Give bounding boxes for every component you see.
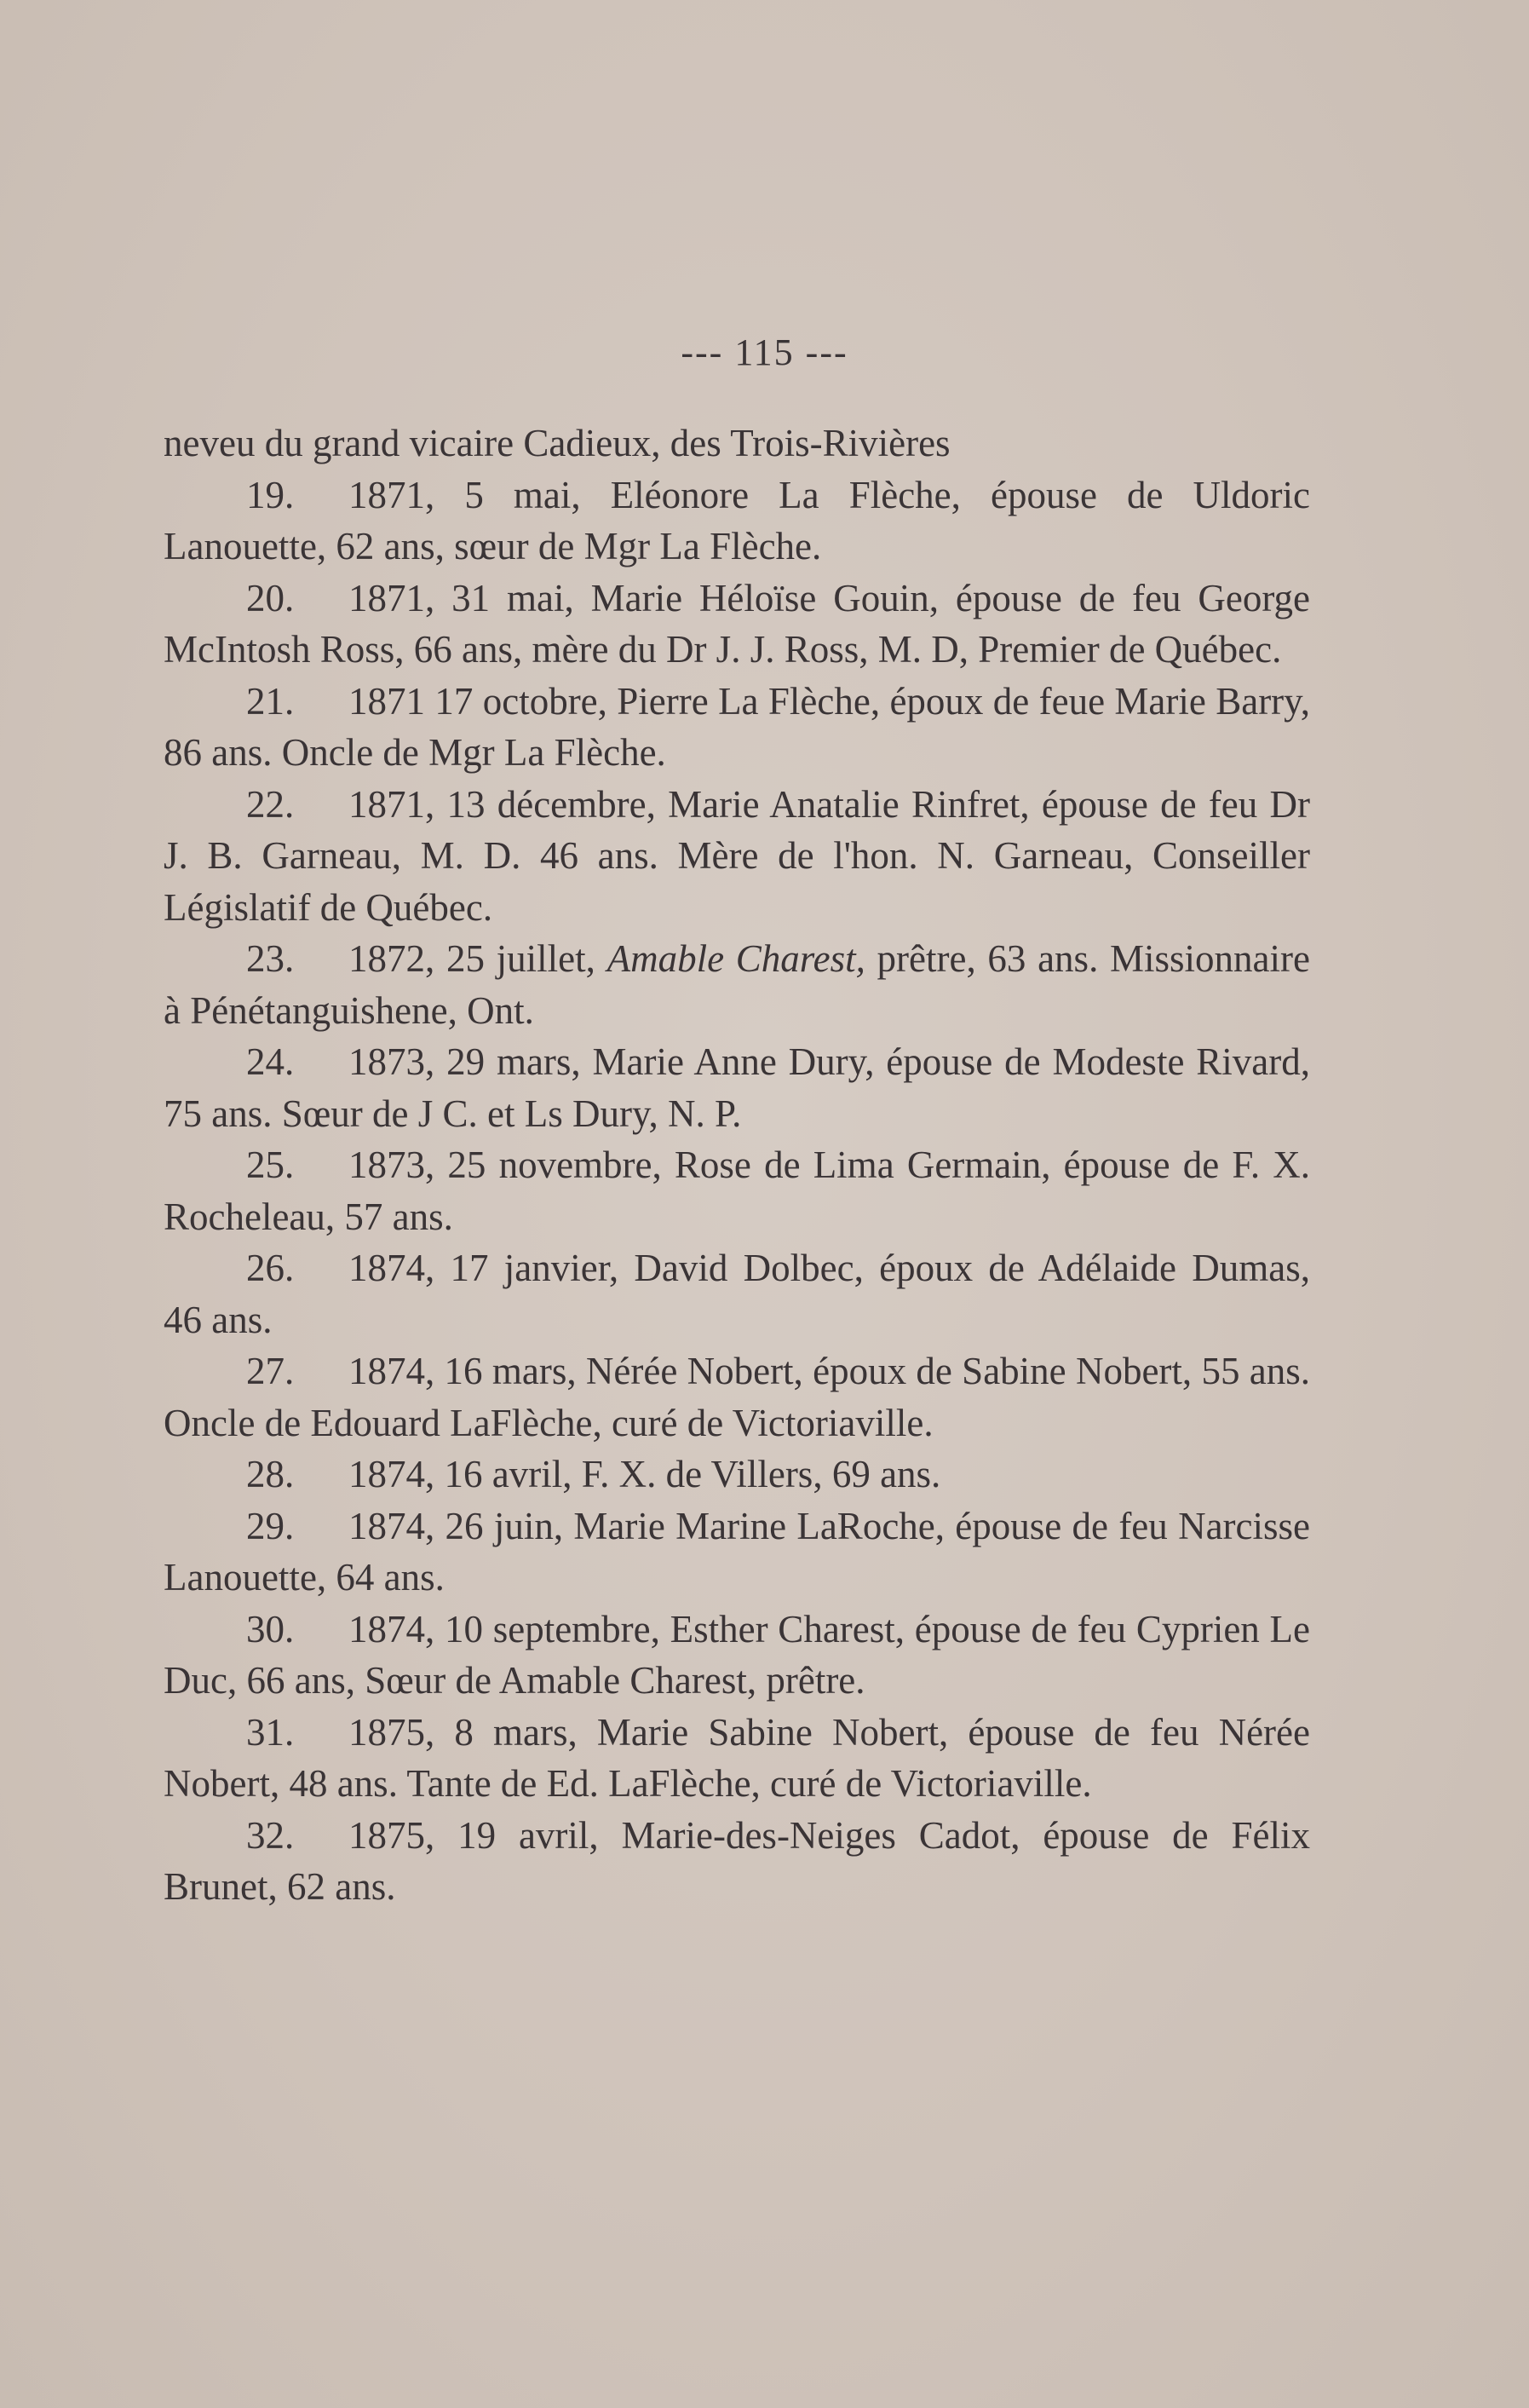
entry-text: 1874, 16 avril, F. X. de Villers, 69 ans.	[348, 1453, 941, 1495]
entry-text: 1875, 8 mars, Marie Sabine Nobert, épouse de feu Nérée Nobert, 48 ans. Tante de Ed. LaFlèche, curé de Victoriaville.	[164, 1710, 1310, 1805]
entry-number: 29.	[246, 1504, 295, 1547]
entry-text: 1871, 13 décembre, Marie Anatalie Rinfret, épouse de feu Dr J. B. Garneau, M. D. 46 ans. Mère de l'hon. N. Garneau, Conseiller Législatif de Québec.	[164, 782, 1310, 929]
text-block	[164, 418, 1310, 1913]
entry-number: 27.	[246, 1350, 295, 1392]
entry-text: 1875, 19 avril, Marie-des-Neiges Cadot, épouse de Félix Brunet, 62 ans.	[164, 1813, 1310, 1908]
entry-number: 19.	[246, 473, 295, 516]
entry-number: 32.	[246, 1813, 295, 1857]
intro-paragraph: neveu du grand vicaire Cadieux, des Trois-Rivières	[164, 422, 951, 464]
entry-text: 1873, 25 novembre, Rose de Lima Germain, épouse de F. X. Rocheleau, 57 ans.	[164, 1144, 1310, 1238]
entry-text: 1874, 17 janvier, David Dolbec, époux de Adélaide Dumas, 46 ans.	[164, 1247, 1310, 1341]
entry-24	[164, 1036, 1310, 1139]
entry-text: 1871 17 octobre, Pierre La Flèche, époux de feue Marie Barry, 86 ans. Oncle de Mgr La Flèche.	[164, 679, 1310, 774]
page-number: --- 115 ---	[681, 331, 848, 373]
entry-number: 30.	[246, 1607, 295, 1650]
entry-number: 28.	[246, 1453, 295, 1495]
entry-19	[164, 470, 1310, 573]
entry-26	[164, 1242, 1310, 1345]
entry-number: 31.	[246, 1710, 295, 1754]
entry-28	[164, 1449, 1310, 1501]
entry-25	[164, 1139, 1310, 1242]
entry-text: 1873, 29 mars, Marie Anne Dury, épouse de Modeste Rivard, 75 ans. Sœur de J C. et Ls Dury, N. P.	[164, 1040, 1310, 1135]
entry-23	[164, 933, 1310, 1036]
entry-number: 21.	[246, 679, 295, 723]
entry-number: 20.	[246, 576, 295, 619]
entry-27	[164, 1345, 1310, 1449]
entry-29	[164, 1501, 1310, 1604]
entry-text: 1871, 5 mai, Eléonore La Flèche, épouse de Uldoric Lanouette, 62 ans, sœur de Mgr La Flèche.	[164, 473, 1310, 567]
entry-number: 24.	[246, 1040, 295, 1083]
entry-name-italic: Amable Charest,	[606, 937, 865, 980]
entry-31	[164, 1707, 1310, 1810]
entry-text: 1871, 31 mai, Marie Héloïse Gouin, épouse de feu George McIntosh Ross, 66 ans, mère du Dr J. J. Ross, M. D, Premier de Québec.	[164, 576, 1310, 671]
entry-text-post: prêtre, 63 ans. Missionnaire à Pénétanguishene, Ont.	[164, 937, 1310, 1032]
entry-30	[164, 1604, 1310, 1707]
entry-22	[164, 779, 1310, 934]
entry-32	[164, 1810, 1310, 1913]
entry-text: 1874, 10 septembre, Esther Charest, épouse de feu Cyprien Le Duc, 66 ans, Sœur de Amable Charest, prêtre.	[164, 1607, 1310, 1702]
entry-20	[164, 573, 1310, 676]
entry-number: 23.	[246, 937, 295, 980]
entry-text-pre: 1872, 25 juillet,	[348, 937, 607, 980]
entry-number: 26.	[246, 1247, 295, 1289]
entry-text: 1874, 16 mars, Nérée Nobert, époux de Sabine Nobert, 55 ans. Oncle de Edouard LaFlèche, curé de Victoriaville.	[164, 1350, 1310, 1444]
entry-number: 22.	[246, 782, 295, 826]
entry-text: 1874, 26 juin, Marie Marine LaRoche, épouse de feu Narcisse Lanouette, 64 ans.	[164, 1504, 1310, 1599]
entry-21	[164, 676, 1310, 779]
entry-number: 25.	[246, 1144, 295, 1186]
